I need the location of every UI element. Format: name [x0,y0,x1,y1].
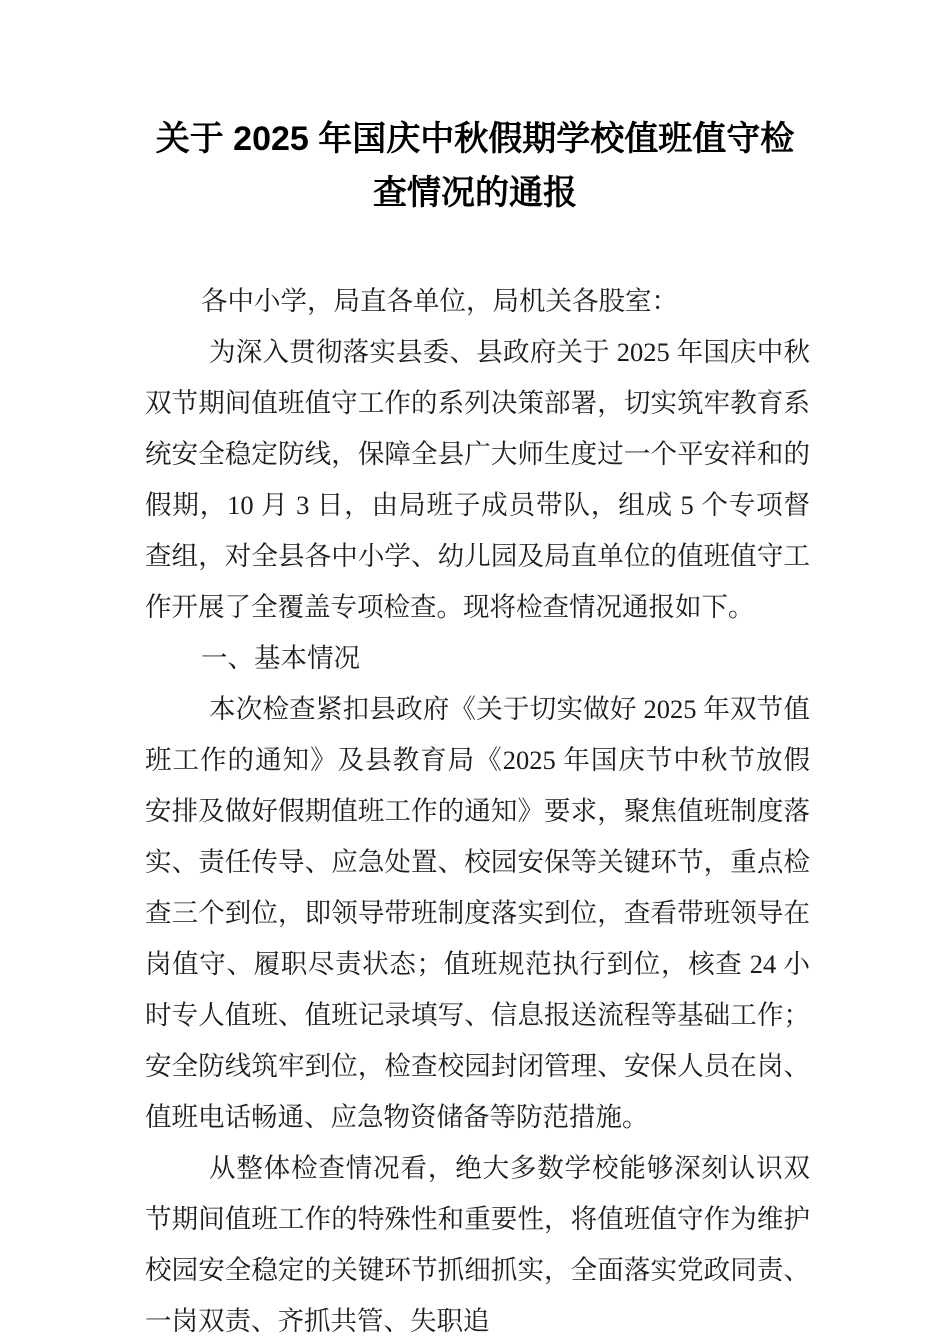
document-title-line-1: 关于 2025 年国庆中秋假期学校值班值守检 [155,120,795,158]
section-heading-basic-situation: 一、基本情况 [201,643,360,673]
document-title [140,112,810,220]
paragraph-opening: 为深入贯彻落实县委、县政府关于 2025 年国庆中秋双节期间值班值守工作的系列决策部署，切实筑牢教育系统安全稳定防线，保障全县广大师生度过一个平安祥和的假期，10 月 3 日，由局班子成员带队，组成 5 个专项督查组，对全县各中小学、幼儿园及局直单位的值班值守工作开展了全覆盖专项检查。现将检查情况通报如下。 [145,337,810,622]
document-title-line-2: 查情况的通报 [373,174,577,212]
paragraph-salutation: 各中小学，局直各单位，局机关各股室： [201,286,678,316]
paragraph-inspection-basis: 本次检查紧扣县政府《关于切实做好 2025 年双节值班工作的通知》及县教育局《2025 年国庆节中秋节放假安排及做好假期值班工作的通知》要求，聚焦值班制度落实、责任传导、应急处置、校园安保等关键环节，重点检查三个到位，即领导带班制度落实到位，查看带班领导在岗值守、履职尽责状态；值班规范执行到位，核查 24 小时专人值班、值班记录填写、信息报送流程等基础工作；安全防线筑牢到位，检查校园封闭管理、安保人员在岗、值班电话畅通、应急物资储备等防范措施。 [145,694,810,1132]
paragraph-overall-findings: 从整体检查情况看，绝大多数学校能够深刻认识双节期间值班工作的特殊性和重要性，将值班值守作为维护校园安全稳定的关键环节抓细抓实，全面落实党政同责、一岗双责、齐抓共管、失职追 [145,1153,810,1336]
document-body [145,276,810,1344]
